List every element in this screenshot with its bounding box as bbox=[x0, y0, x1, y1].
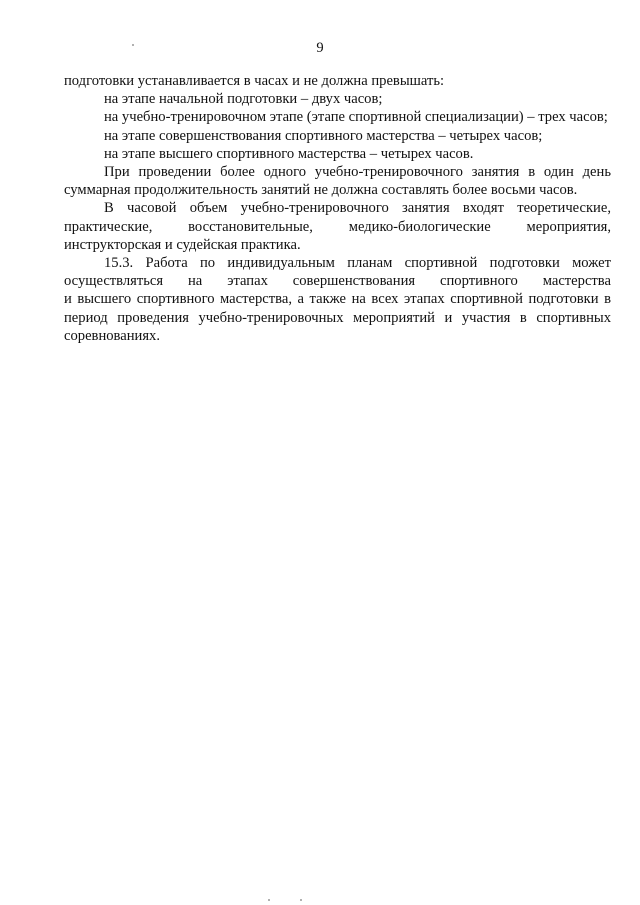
document-body bbox=[64, 72, 611, 345]
paragraph-intro: подготовки устанавливается в часах и не должна превышать: bbox=[64, 73, 445, 89]
paragraph-multiple-sessions: При проведении более одного учебно-тренировочного занятия в один день суммарная продолжительность занятий не должна составлять более восьми часов. bbox=[64, 164, 611, 199]
paragraph-stage-improvement: на этапе совершенствования спортивного мастерства – четырех часов; bbox=[104, 127, 543, 144]
page-number: 9 bbox=[316, 40, 324, 56]
paragraph-session-content: В часовой объем учебно-тренировочного занятия входят теоретические, практические, восстановительные, медико-биологические мероприятия, инструкторская и судейская практика. bbox=[64, 200, 611, 253]
paragraph-stage-training: на учебно-тренировочном этапе (этапе спортивной специализации) – трех часов; bbox=[104, 109, 608, 126]
paragraph-individual-plans: 15.3. Работа по индивидуальным планам спортивной подготовки может осуществляться на этапах совершенствования спортивного мастерства bbox=[64, 255, 611, 290]
scan-speck bbox=[300, 899, 302, 901]
paragraph-stage-highest: на этапе высшего спортивного мастерства – четырех часов. bbox=[104, 145, 474, 162]
paragraph-stage-initial: на этапе начальной подготовки – двух часов; bbox=[104, 91, 383, 108]
paragraph-individual-plans-continued: и высшего спортивного мастерства, а также на всех этапах спортивной подготовки в период проведения учебно-тренировочных мероприятий и участия в спортивных соревнованиях. bbox=[64, 291, 611, 344]
scan-speck bbox=[268, 899, 270, 901]
scan-speck bbox=[132, 44, 134, 46]
